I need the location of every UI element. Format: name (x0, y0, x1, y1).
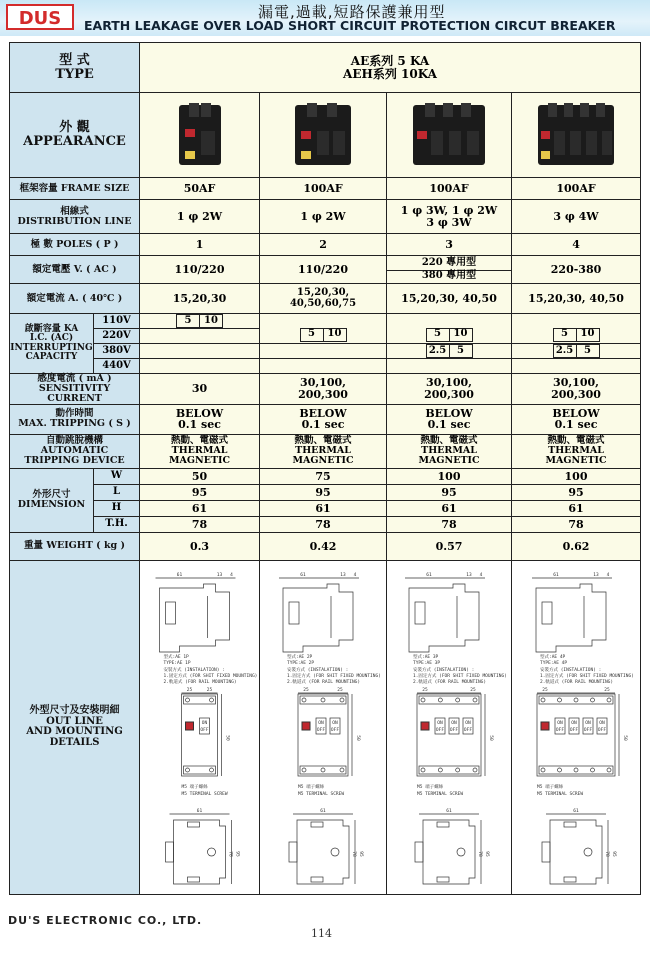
row-outline (10, 560, 641, 894)
appearance-label: 外 觀 APPEARANCE (10, 93, 140, 178)
outline-drawing-3p (387, 560, 512, 894)
outline-drawing-4p (512, 560, 641, 894)
weight-3: 0.57 (387, 532, 512, 560)
off-label: OFF (555, 728, 565, 734)
ic-4-380: 2.5 5 (512, 344, 641, 359)
ic-1-220 (140, 329, 260, 344)
off-label: OFF (569, 728, 579, 734)
tripping-1: BELOW 0.1 sec (140, 404, 260, 434)
dim-13-label: 13 (466, 573, 472, 579)
on-label: ON (201, 721, 208, 727)
dim-4-label: 4 (479, 573, 483, 579)
install-2: 2.軌道式 (FOR RAIL MOUNTING) (287, 680, 361, 686)
ic-3-440 (387, 359, 512, 374)
ic-4-220: 5 10 (512, 314, 641, 344)
ic-1-440 (140, 359, 260, 374)
install-1: 1.固定方式 (FOR SHIT FIXED MOUNTING) (413, 674, 507, 680)
breaker-1p-image (140, 93, 260, 178)
dim-th-2: 78 (260, 516, 387, 532)
screw-cn: M5 端子螺絲 (181, 785, 208, 791)
install-2: 2.軌道式 (FOR RAIL MOUNTING) (540, 680, 614, 686)
install-1: 1.固定方式 (FOR SHIT FIXED MOUNTING) (540, 674, 634, 680)
outline-drawing-2p (260, 560, 387, 894)
sensitivity-1: 30 (140, 374, 260, 405)
row-type (10, 43, 641, 93)
device-2: 熱動、電磁式 THERMAL MAGNETIC (260, 434, 387, 468)
row-dim-th (10, 516, 641, 532)
install-label: 安裝方式 (INSTALATION) : (287, 668, 349, 674)
dim-13-label: 13 (593, 573, 599, 579)
row-dim-l (10, 484, 641, 500)
outline-svg (387, 562, 511, 892)
dus-logo (6, 4, 74, 30)
distribution-1: 1 φ 2W (140, 200, 260, 234)
dim-13-label: 13 (340, 573, 346, 579)
dim-25-right: 25 (604, 688, 610, 694)
row-poles (10, 234, 641, 256)
row-ic-110 (10, 314, 641, 329)
on-label: ON (571, 721, 577, 727)
off-label: OFF (435, 728, 445, 734)
off-label: OFF (583, 728, 593, 734)
outline-label: 外型尺寸及安裝明細 OUT LINE AND MOUNTING DETAILS (10, 560, 140, 894)
on-label: ON (451, 721, 457, 727)
type-label: 型式:AE 2P (287, 655, 313, 661)
current-1: 15,20,30 (140, 284, 260, 314)
row-frame-size (10, 178, 641, 200)
weight-4: 0.62 (512, 532, 641, 560)
on-label: ON (332, 721, 338, 727)
row-ic-440 (10, 359, 641, 374)
page-header (0, 0, 650, 36)
weight-label: 重量 WEIGHT ( kg ) (10, 532, 140, 560)
install-1: 1.固定方式 (FOR SHIT FIXED MOUNTING) (287, 674, 381, 680)
voltage-4: 220-380 (512, 256, 641, 284)
install-label: 安裝方式 (INSTALATION) : (163, 668, 225, 674)
on-label: ON (465, 721, 471, 727)
voltage-2: 110/220 (260, 256, 387, 284)
dim-key-w: W (94, 468, 140, 484)
frame-size-2: 100AF (260, 178, 387, 200)
off-label: OFF (200, 728, 209, 734)
ic-1-110: 5 10 (140, 314, 260, 329)
dim-th-3: 78 (387, 516, 512, 532)
distribution-4: 3 φ 4W (512, 200, 641, 234)
ic-voltage-110: 110V (94, 314, 140, 329)
sensitivity-3: 30,100, 200,300 (387, 374, 512, 405)
poles-2: 2 (260, 234, 387, 256)
dim-w-4: 100 (512, 468, 641, 484)
screw-en: M5 TERMINAL SCREW (181, 792, 228, 798)
outline-drawing-1p (140, 560, 260, 894)
dim-61-bottom: 61 (196, 809, 203, 815)
dim-95-label: 95 (234, 851, 240, 858)
type-label: 型式:AE 1P (163, 655, 189, 661)
on-label: ON (437, 721, 443, 727)
type-series: AE系列 5 KA AEH系列 10KA (140, 43, 641, 93)
dim-l-1: 95 (140, 484, 260, 500)
frame-size-3: 100AF (387, 178, 512, 200)
dim-h-1: 61 (140, 500, 260, 516)
dim-61-label: 61 (426, 573, 432, 579)
dim-25-right: 25 (470, 688, 476, 694)
poles-3: 3 (387, 234, 512, 256)
dim-25-left: 25 (422, 688, 428, 694)
dim-l-3: 95 (387, 484, 512, 500)
distribution-label: 相線式 DISTRIBUTION LINE (10, 200, 140, 234)
type-label: 型式:AE 3P (413, 655, 439, 661)
row-appearance (10, 93, 641, 178)
device-label: 自動跳脫機構 AUTOMATIC TRIPPING DEVICE (10, 434, 140, 468)
dim-61-label: 61 (176, 573, 183, 579)
type-label-en: TYPE:AE 1P (163, 661, 191, 667)
type-label-en: TYPE:AE 4P (540, 661, 568, 667)
dim-h-4: 61 (512, 500, 641, 516)
breaker-2p-image (260, 93, 387, 178)
dim-h-3: 61 (387, 500, 512, 516)
tripping-4: BELOW 0.1 sec (512, 404, 641, 434)
company-name: DU'S ELECTRONIC CO., LTD. (8, 914, 203, 927)
dim-61-bottom: 61 (320, 809, 326, 815)
install-label: 安裝方式 (INSTALATION) : (413, 668, 475, 674)
dim-50-label: 50 (355, 735, 361, 742)
install-1: 1.固定方式 (FOR SHIT FIXED MOUNTING) (163, 674, 258, 680)
dim-25-right: 25 (206, 688, 213, 694)
voltage-1: 110/220 (140, 256, 260, 284)
poles-1: 1 (140, 234, 260, 256)
dim-95-label: 95 (484, 851, 490, 858)
ic-1-380 (140, 344, 260, 359)
dim-w-1: 50 (140, 468, 260, 484)
frame-size-label: 框架容量 FRAME SIZE (10, 178, 140, 200)
row-current (10, 284, 641, 314)
on-label: ON (585, 721, 591, 727)
poles-label: 極 數 POLES ( P ) (10, 234, 140, 256)
current-4: 15,20,30, 40,50 (512, 284, 641, 314)
dim-key-l: L (94, 484, 140, 500)
dim-61-bottom: 61 (446, 809, 452, 815)
dim-4-label: 4 (606, 573, 610, 579)
dim-key-h: H (94, 500, 140, 516)
interrupting-label: 啟斷容量 KA I.C. (AC) INTERRUPTING CAPACITY (10, 314, 94, 374)
screw-cn: M5 端子螺絲 (537, 785, 564, 791)
off-label: OFF (330, 728, 340, 734)
screw-cn: M5 端子螺絲 (298, 785, 325, 791)
dim-l-4: 95 (512, 484, 641, 500)
ic-4-440 (512, 359, 641, 374)
install-label: 安裝方式 (INSTALATION) : (540, 668, 602, 674)
ic-voltage-380: 380V (94, 344, 140, 359)
voltage-3: 220 專用型 380 專用型 (387, 256, 512, 284)
dim-key-th: T.H. (94, 516, 140, 532)
off-label: OFF (463, 728, 473, 734)
dim-78-label: 78 (227, 851, 233, 858)
dim-th-1: 78 (140, 516, 260, 532)
ic-3-380: 2.5 5 (387, 344, 512, 359)
type-label: 型 式 TYPE (10, 43, 140, 93)
screw-en: M5 TERMINAL SCREW (298, 792, 345, 798)
svg-text:DUS: DUS (18, 8, 62, 29)
dim-95-label: 95 (611, 851, 617, 858)
dim-25-right: 25 (337, 688, 343, 694)
page-number: 114 (311, 927, 332, 940)
ic-voltage-220: 220V (94, 329, 140, 344)
breaker-4p-image (512, 93, 641, 178)
current-label: 額定電流 A. ( 40℃ ) (10, 284, 140, 314)
dim-61-label: 61 (553, 573, 559, 579)
dim-13-label: 13 (216, 573, 223, 579)
on-label: ON (557, 721, 563, 727)
dim-25-left: 25 (186, 688, 193, 694)
type-label: 型式:AE 4P (540, 655, 566, 661)
screw-en: M5 TERMINAL SCREW (537, 792, 584, 798)
device-3: 熱動、電磁式 THERMAL MAGNETIC (387, 434, 512, 468)
dim-th-4: 78 (512, 516, 641, 532)
dim-l-2: 95 (260, 484, 387, 500)
install-2: 2.軌道式 (FOR RAIL MOUNTING) (413, 680, 487, 686)
tripping-label: 動作時間 MAX. TRIPPING ( S ) (10, 404, 140, 434)
tripping-2: BELOW 0.1 sec (260, 404, 387, 434)
dim-w-3: 100 (387, 468, 512, 484)
distribution-3: 1 φ 3W, 1 φ 2W 3 φ 3W (387, 200, 512, 234)
off-label: OFF (597, 728, 607, 734)
title-english: EARTH LEAKAGE OVER LOAD SHORT CIRCUIT PROTECTION CIRCUT BREAKER (84, 18, 616, 33)
dim-25-left: 25 (542, 688, 548, 694)
title-chinese: 漏電,過載,短路保護兼用型 (258, 3, 446, 21)
row-weight (10, 532, 641, 560)
dim-95-label: 95 (358, 851, 364, 858)
breaker-3p-image (387, 93, 512, 178)
dim-61-bottom: 61 (573, 809, 579, 815)
on-label: ON (318, 721, 324, 727)
dim-78-label: 78 (477, 851, 483, 858)
dim-50-label: 50 (622, 735, 628, 742)
current-3: 15,20,30, 40,50 (387, 284, 512, 314)
screw-en: M5 TERMINAL SCREW (417, 792, 464, 798)
sensitivity-2: 30,100, 200,300 (260, 374, 387, 405)
row-dim-h (10, 500, 641, 516)
dim-78-label: 78 (604, 851, 610, 858)
ic-3-220: 5 10 (387, 314, 512, 344)
weight-2: 0.42 (260, 532, 387, 560)
screw-cn: M5 端子螺絲 (417, 785, 444, 791)
sensitivity-4: 30,100, 200,300 (512, 374, 641, 405)
dimension-label: 外形尺寸 DIMENSION (10, 468, 94, 532)
row-sensitivity (10, 374, 641, 405)
ic-2-220: 5 10 (260, 314, 387, 344)
current-2: 15,20,30, 40,50,60,75 (260, 284, 387, 314)
outline-svg (140, 562, 259, 892)
device-1: 熱動、電磁式 THERMAL MAGNETIC (140, 434, 260, 468)
row-ic-380 (10, 344, 641, 359)
on-label: ON (599, 721, 605, 727)
ic-voltage-440: 440V (94, 359, 140, 374)
dim-78-label: 78 (351, 851, 357, 858)
device-4: 熱動、電磁式 THERMAL MAGNETIC (512, 434, 641, 468)
weight-1: 0.3 (140, 532, 260, 560)
dim-h-2: 61 (260, 500, 387, 516)
poles-4: 4 (512, 234, 641, 256)
outline-svg (512, 562, 640, 892)
row-tripping (10, 404, 641, 434)
voltage-label: 額定電壓 V. ( AC ) (10, 256, 140, 284)
dim-50-label: 50 (488, 735, 494, 742)
install-2: 2.軌道式 (FOR RAIL MOUNTING) (163, 680, 237, 686)
row-dim-w (10, 468, 641, 484)
dim-w-2: 75 (260, 468, 387, 484)
type-label-en: TYPE:AE 2P (287, 661, 315, 667)
off-label: OFF (316, 728, 326, 734)
dim-4-label: 4 (353, 573, 357, 579)
frame-size-1: 50AF (140, 178, 260, 200)
dim-50-label: 50 (224, 735, 230, 742)
ic-2-440 (260, 359, 387, 374)
dim-61-label: 61 (300, 573, 306, 579)
frame-size-4: 100AF (512, 178, 641, 200)
dim-25-left: 25 (303, 688, 309, 694)
dim-4-label: 4 (230, 573, 233, 579)
sensitivity-label: 感度電流 ( mA ) SENSITIVITY CURRENT (10, 374, 140, 405)
row-voltage (10, 256, 641, 284)
type-label-en: TYPE:AE 3P (413, 661, 441, 667)
ic-2-380 (260, 344, 387, 359)
row-device (10, 434, 641, 468)
tripping-3: BELOW 0.1 sec (387, 404, 512, 434)
outline-svg (260, 562, 386, 892)
off-label: OFF (449, 728, 459, 734)
row-distribution (10, 200, 641, 234)
spec-table (9, 42, 641, 895)
distribution-2: 1 φ 2W (260, 200, 387, 234)
